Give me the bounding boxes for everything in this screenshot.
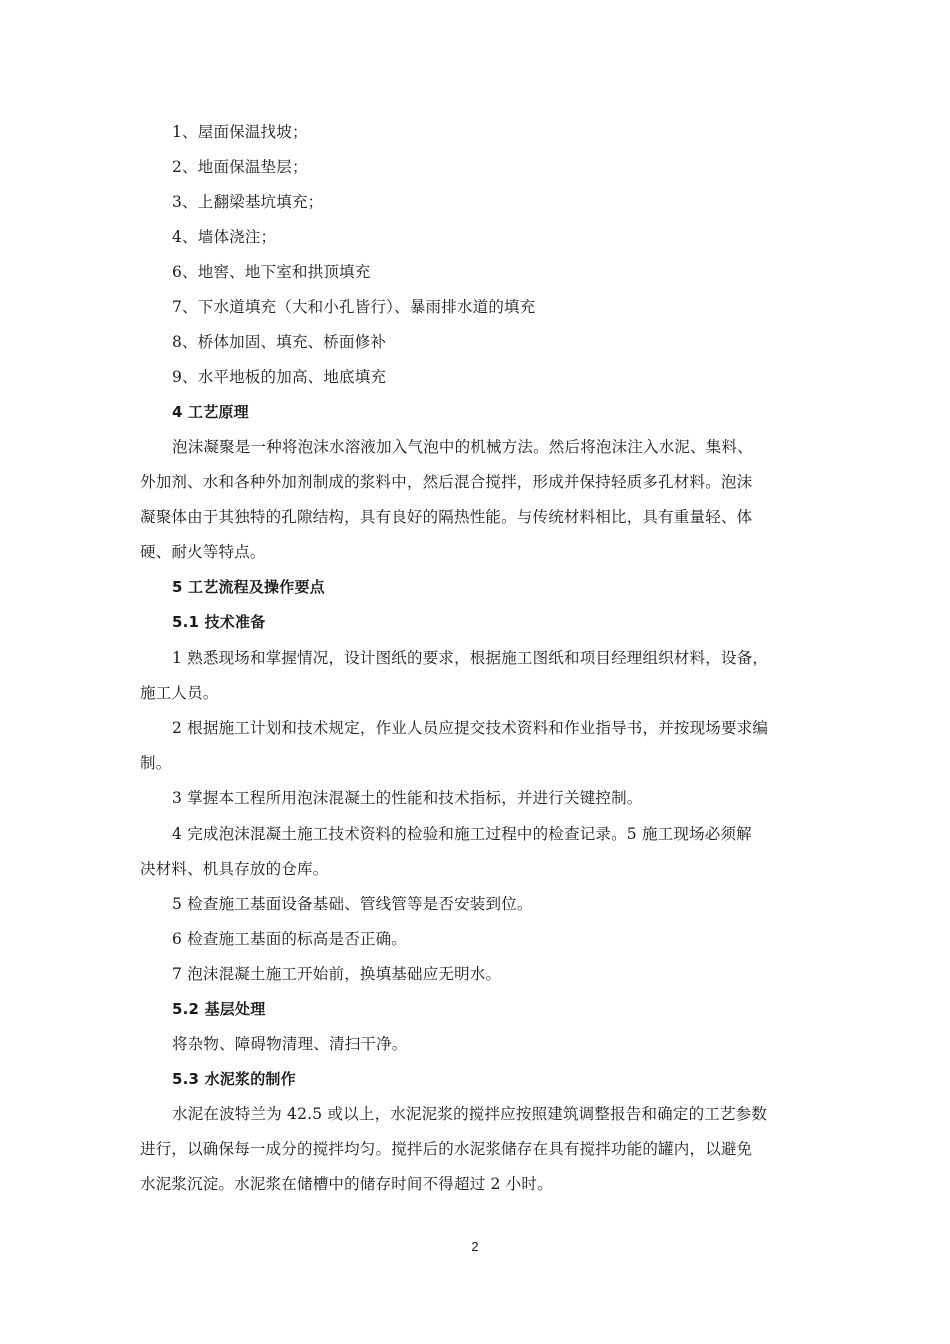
paragraph-line: 2 根据施工计划和技术规定，作业人员应提交技术资料和作业指导书，并按现场要求编 xyxy=(172,719,769,737)
list-item: 4、墙体浇注； xyxy=(172,228,277,246)
paragraph-line: 制。 xyxy=(140,754,172,772)
page-number: 2 xyxy=(471,1239,479,1254)
paragraph-line: 4 完成泡沫混凝土施工技术资料的检验和施工过程中的检查记录。5 施工现场必须解 xyxy=(172,825,752,843)
list-item: 9、水平地板的加高、地底填充 xyxy=(172,368,387,386)
paragraph-line: 6 检查施工基面的标高是否正确。 xyxy=(172,930,407,948)
paragraph-line: 施工人员。 xyxy=(140,684,219,702)
paragraph-line: 凝聚体由于其独特的孔隙结构，具有良好的隔热性能。与传统材料相比，具有重量轻、体 xyxy=(140,508,753,526)
subsection-heading: 5.1 技术准备 xyxy=(172,613,266,631)
list-item: 2、地面保温垫层； xyxy=(172,158,308,176)
paragraph-line: 水泥浆沉淀。水泥浆在储槽中的储存时间不得超过 2 小时。 xyxy=(140,1175,553,1193)
subsection-heading: 5.3 水泥浆的制作 xyxy=(172,1070,296,1088)
paragraph-line: 外加剂、水和各种外加剂制成的浆料中，然后混合搅拌，形成并保持轻质多孔材料。泡沫 xyxy=(140,473,753,491)
list-item: 1、屋面保温找坡； xyxy=(172,123,308,141)
list-item: 6、地窖、地下室和拱顶填充 xyxy=(172,263,371,281)
paragraph-line: 1 熟悉现场和掌握情况，设计图纸的要求，根据施工图纸和项目经理组织材料，设备， xyxy=(172,649,769,667)
subsection-heading: 5.2 基层处理 xyxy=(172,1000,266,1018)
paragraph-line: 5 检查施工基面设备基础、管线管等是否安装到位。 xyxy=(172,895,533,913)
list-item: 7、下水道填充（大和小孔皆行）、暴雨排水道的填充 xyxy=(172,298,536,316)
paragraph-line: 水泥在波特兰为 42.5 或以上，水泥泥浆的搅拌应按照建筑调整报告和确定的工艺参数 xyxy=(172,1105,768,1123)
paragraph-line: 决材料、机具存放的仓库。 xyxy=(140,860,329,878)
paragraph-line: 将杂物、障碍物清理、清扫干净。 xyxy=(172,1035,408,1053)
paragraph-line: 泡沫凝聚是一种将泡沫水溶液加入气泡中的机械方法。然后将泡沫注入水泥、集料、 xyxy=(172,438,753,456)
paragraph-line: 进行，以确保每一成分的搅拌均匀。搅拌后的水泥浆储存在具有搅拌功能的罐内，以避免 xyxy=(140,1140,753,1158)
paragraph-line: 硬、耐火等特点。 xyxy=(140,543,266,561)
section-heading: 4 工艺原理 xyxy=(172,403,249,421)
paragraph-line: 7 泡沫混凝土施工开始前，换填基础应无明水。 xyxy=(172,965,502,983)
section-heading: 5 工艺流程及操作要点 xyxy=(172,578,325,596)
list-item: 8、桥体加固、填充、桥面修补 xyxy=(172,333,387,351)
list-item: 3、上翻梁基坑填充； xyxy=(172,193,324,211)
paragraph-line: 3 掌握本工程所用泡沫混凝土的性能和技术指标，并进行关键控制。 xyxy=(172,789,643,807)
